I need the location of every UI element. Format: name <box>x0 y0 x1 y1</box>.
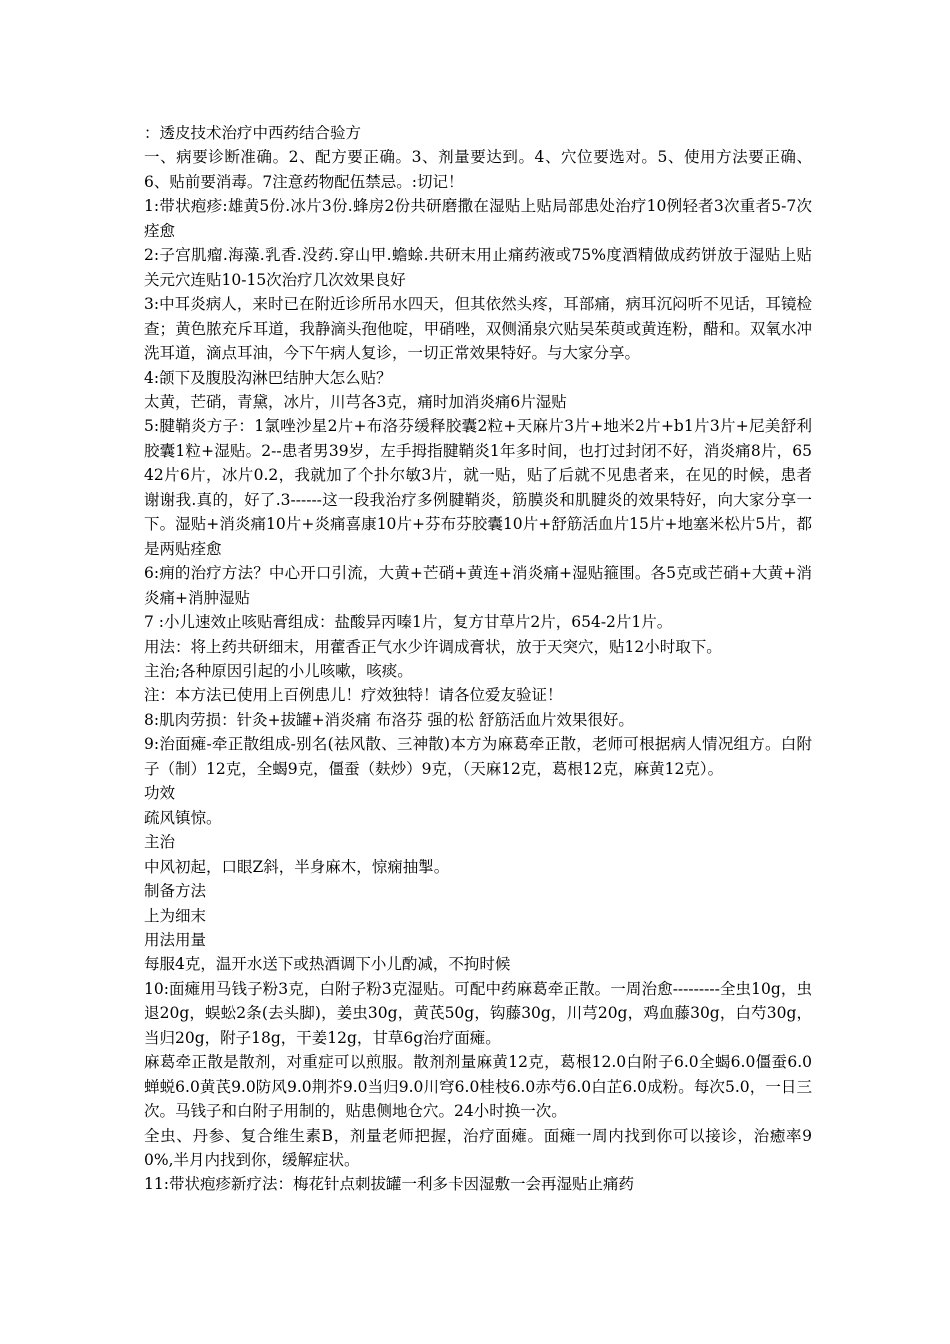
paragraph: 5:腱鞘炎方子：1氯唑沙星2片+布洛芬缓释胶囊2粒+天麻片3片+地米2片+b1片3片+尼美舒利胶囊1粒+湿贴。2--患者男39岁，左手拇指腱鞘炎1年多时间，也打过封闭不好，消炎痛8片，6542片6片，冰片0.2，我就加了个扑尔敏3片，就一贴，贴了后就不见患者来，在见的时候，患者谢谢我.真的，好了.3------这一段我治疗多例腱鞘炎，筋膜炎和肌腱炎的效果特好，向大家分享一下。湿贴+消炎痛10片+炎痛喜康10片+芬布芬胶囊10片+舒筋活血片15片+地塞米松片5片，都是两贴痊愈 <box>144 417 812 558</box>
document-title: ：透皮技术治疗中西药结合验方 <box>144 124 362 142</box>
paragraph: 中风初起，口眼Z斜，半身麻木，惊痫抽掣。 <box>144 857 450 876</box>
document-body <box>144 121 812 1197</box>
paragraph: 7 :小儿速效止咳贴膏组成：盐酸异丙嗪1片，复方甘草片2片，654-2片1片。 <box>144 613 673 632</box>
paragraph: 1:带状疱疹:雄黄5份.冰片3份.蜂房2份共研磨撒在湿贴上贴局部患处治疗10例轻者3次重者5-7次痊愈 <box>144 197 812 240</box>
paragraph: 10:面瘫用马钱子粉3克，白附子粉3克湿贴。可配中药麻葛牵正散。一周治愈---------全虫10g，虫退20g，蜈蚣2条(去头脚)，姜虫30g，黄芪50g，钩藤30g，川芎20g，鸡血藤30g，白芍30g，当归20g，附子18g，干姜12g，甘草6g治疗面瘫。 <box>144 979 812 1047</box>
paragraph: 注：本方法已使用上百例患儿！疗效独特！请各位爱友验证！ <box>144 686 563 705</box>
paragraph: 麻葛牵正散是散剂，对重症可以煎服。散剂剂量麻黄12克，葛根12.0白附子6.0全蝎6.0僵蚕6.0蝉蜕6.0黄芪9.0防风9.0荆芥9.0当归9.0川穹6.0桂枝6.0赤芍6.0白芷6.0成粉。每次5.0，一日三次。马钱子和白附子用制的，贴患侧地仓穴。24小时换一次。 <box>144 1053 812 1121</box>
paragraph: 8:肌肉劳损：针灸+拔罐+消炎痛 布洛芬 强的松 舒筋活血片效果很好。 <box>144 710 634 729</box>
paragraph: 11:带状疱疹新疗法：梅花针点刺拔罐一利多卡因湿敷一会再湿贴止痛药 <box>144 1175 634 1194</box>
paragraph: 主治;各种原因引起的小儿咳嗽，咳痰。 <box>144 661 413 680</box>
paragraph: 功效 <box>144 784 176 803</box>
paragraph: 主治 <box>144 833 176 852</box>
paragraph: 用法用量 <box>144 930 207 949</box>
paragraph: 6:痈的治疗方法？中心开口引流，大黄+芒硝+黄连+消炎痛+湿贴箍围。各5克或芒硝+大黄+消炎痛+消肿湿贴 <box>144 564 812 607</box>
paragraph: 一、病要诊断准确。2、配方要正确。3、剂量要达到。4、穴位要选对。5、使用方法要正确、6、贴前要消毒。7注意药物配伍禁忌。:切记！ <box>144 148 812 191</box>
paragraph: 9:治面瘫-牵正散组成-别名(祛风散、三神散)本方为麻葛牵正散，老师可根据病人情况组方。白附子（制）12克，全蝎9克，僵蚕（麸炒）9克，（天麻12克，葛根12克，麻黄12克）。 <box>144 735 812 778</box>
paragraph: 用法：将上药共研细末，用藿香正气水少许调成膏状，放于天突穴，贴12小时取下。 <box>144 637 722 656</box>
paragraph: 每服4克，温开水送下或热酒调下小儿酌减，不拘时候 <box>144 955 511 974</box>
paragraph: 2:子宫肌瘤.海藻.乳香.没药.穿山甲.蟾蜍.共研末用止痛药液或75%度酒精做成药饼放于湿贴上贴关元穴连贴10-15次治疗几次效果良好 <box>144 246 812 289</box>
paragraph: 太黄，芒硝，青黛，冰片，川芎各3克，痛时加消炎痛6片湿贴 <box>144 392 567 411</box>
paragraph: 上为细末 <box>144 906 207 925</box>
paragraph: 制备方法 <box>144 882 207 901</box>
paragraph: 全虫、丹参、复合维生素B，剂量老师把握，治疗面瘫。面瘫一周内找到你可以接诊，治癒率90%,半月内找到你，缓解症状。 <box>144 1126 812 1170</box>
paragraph: 3:中耳炎病人，来时已在附近诊所吊水四天，但其依然头疼，耳部痛，病耳沉闷听不见话，耳镜检查；黄色脓充斥耳道，我静滴头孢他啶，甲硝唑，双侧涌泉穴贴吴茱萸或黄连粉，醋和。双氧水冲洗耳道，滴点耳油，今下午病人复诊，一切正常效果特好。与大家分享。 <box>144 295 812 363</box>
paragraph: 4:颌下及腹股沟淋巴结肿大怎么贴？ <box>144 368 392 387</box>
paragraph: 疏风镇惊。 <box>144 808 222 827</box>
